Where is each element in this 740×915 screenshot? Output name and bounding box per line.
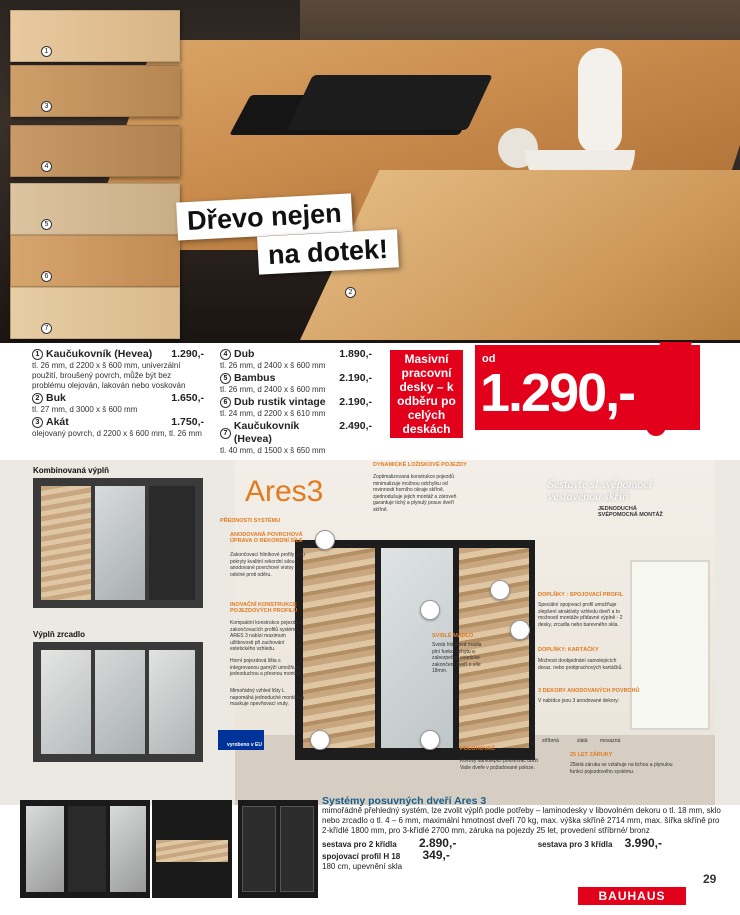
photo-label: Výplň zrcadlo bbox=[33, 630, 86, 639]
item-number: 5 bbox=[220, 373, 231, 384]
photo-zrcadlo bbox=[33, 630, 203, 762]
page-number: 29 bbox=[703, 872, 717, 886]
price-item bbox=[32, 416, 204, 439]
headline-line-1: Dřevo nejen bbox=[176, 193, 352, 240]
detail-bubble bbox=[490, 580, 510, 600]
wardrobe-thumb bbox=[238, 800, 318, 898]
door bbox=[41, 650, 91, 754]
big-price: 1.290,- bbox=[480, 363, 635, 423]
inov-title: INOVAČNÍ KONSTRUKCE POJEZDOVÝCH PROFILŮ bbox=[230, 602, 298, 614]
detail-bubble bbox=[420, 730, 440, 750]
price-list-col-1 bbox=[32, 348, 204, 440]
item-name: Buk bbox=[46, 392, 66, 404]
doplnky-text: Speciální spojovací profil umožňuje zlepšení atraktivity vzhledu dveří a to možností montáže přidavné výplně - 2 desky, zrcadla nebo barevného skla. bbox=[538, 602, 623, 628]
price-item bbox=[220, 372, 372, 395]
wardrobe-thumb bbox=[152, 800, 232, 898]
horni-text: Horní pojezdová lišta s integrovanou garnýží umožňuje jednoduchou a přesnou montáž. bbox=[230, 658, 302, 677]
dekor-label: zlatá bbox=[577, 738, 588, 744]
wood-sample-5 bbox=[10, 183, 180, 235]
door bbox=[149, 486, 195, 600]
vase bbox=[578, 48, 622, 153]
price-from-label: od bbox=[482, 353, 496, 365]
wood-sample-4 bbox=[10, 125, 180, 177]
item-desc: tl. 27 mm, d 3000 x š 600 mm bbox=[32, 405, 138, 414]
wardrobe-door bbox=[303, 548, 375, 748]
item-name: Dub bbox=[234, 348, 255, 360]
item-name: Kaučukovník (Hevea) bbox=[46, 348, 153, 360]
item-number: 6 bbox=[220, 397, 231, 408]
item-desc: tl. 26 mm, d 2200 x š 600 mm, univerzální použití, broušený povrch, může být bez problému olejován, lakován nebo voskován bbox=[32, 361, 186, 390]
item-desc: tl. 40 mm, d 1500 x š 650 mm bbox=[220, 446, 326, 455]
door bbox=[41, 486, 91, 600]
prednosti-title: PŘEDNOSTI SYSTÉMU bbox=[220, 518, 281, 524]
detail-bubble bbox=[420, 600, 440, 620]
dekory-text: V nabídce jsou 3 anodované dekory: bbox=[538, 698, 620, 704]
detail-bubble bbox=[315, 530, 335, 550]
set2-price: 2.890,- bbox=[418, 836, 457, 850]
set3-label: sestava pro 3 křídla bbox=[537, 840, 613, 849]
item-price: 1.890,- bbox=[339, 348, 372, 360]
polohovac-text: Kovový samolepicí polohovač udrží Vaše dveře v požadované poloze. bbox=[460, 758, 539, 771]
profil-label: spojovací profil H 18 bbox=[322, 852, 401, 861]
price-item bbox=[220, 420, 372, 456]
eu-flag-icon bbox=[218, 730, 264, 750]
item-name: Kaučukovník (Hevea) bbox=[233, 420, 300, 445]
detail-bubble bbox=[510, 620, 530, 640]
profil-price: 349,- bbox=[422, 848, 450, 862]
photo-kombinovana bbox=[33, 466, 203, 608]
item-desc: tl. 26 mm, d 2400 x š 600 mm bbox=[220, 385, 326, 394]
anod-title: ANODOVANÁ POVRCHOVÁ ÚPRAVA O REKORDNÍ SÍLE bbox=[230, 532, 303, 544]
madlo-text: Svislá hliníková madla plní funkci úchytu a zabezpečují estetické zakončení dveří o síle 18mm. bbox=[432, 642, 482, 674]
madlo-title: SVISLÉ MADLO bbox=[432, 633, 474, 639]
sample-number: 6 bbox=[41, 271, 52, 282]
dynam-text: Zoptimalizovaná konstrukce pojezdů minimalizuje možnou odchylku od rovinnosti horního okraje skříně, zjednodušuje jejich montáž a zároveň garantuje tichý a plynulý posuv dveří skříně. bbox=[373, 474, 457, 513]
item-price: 1.290,- bbox=[171, 348, 204, 360]
inov-text: Kompaktní konstrukce pojezdů a zakončovacích profilů systému ARES 3 nabízí maximum užitkovosti při zachování estetického vzhledu. bbox=[230, 620, 303, 652]
dekory-title: 3 DEKORY ANODOVANÝCH POVRCHŮ bbox=[538, 688, 640, 694]
item-number: 3 bbox=[32, 417, 43, 428]
item-number: 1 bbox=[32, 349, 43, 360]
set3-price: 3.990,- bbox=[624, 836, 662, 850]
sample-number: 7 bbox=[41, 323, 52, 334]
ares-title: Systémy posuvných dveří Ares 3 bbox=[322, 795, 487, 807]
detail-bubble bbox=[310, 730, 330, 750]
item-name: Bambus bbox=[234, 372, 276, 384]
headline-line-2: na dotek! bbox=[257, 229, 399, 274]
sample-number: 1 bbox=[41, 46, 52, 57]
hero-photo bbox=[0, 0, 740, 343]
montaz-label: JEDNODUCHÁ SVÉPOMOCNÁ MONTÁŽ bbox=[598, 506, 663, 518]
mimo-text: Mimořádný vzhled lišty L napomáhá jednoduché montáži a maskuje opevňovací vruty. bbox=[230, 688, 304, 707]
item-number: 7 bbox=[220, 428, 231, 439]
wood-sample-1 bbox=[10, 10, 180, 62]
ares-logo: Ares3 bbox=[245, 475, 324, 508]
item-name: Akát bbox=[46, 416, 69, 428]
price-item bbox=[220, 396, 372, 419]
item-price: 2.190,- bbox=[339, 372, 372, 384]
wardrobe-thumb bbox=[20, 800, 150, 898]
price-item bbox=[220, 348, 372, 371]
item-price: 1.650,- bbox=[171, 392, 204, 404]
sample-number: 5 bbox=[41, 219, 52, 230]
item-number: 4 bbox=[220, 349, 231, 360]
door bbox=[95, 650, 145, 754]
kartacky-title: DOPLŇKY: KARTÁČKY bbox=[538, 647, 599, 653]
zaruka-title: 25 LET ZÁRUKY bbox=[570, 752, 613, 758]
sink bbox=[287, 75, 493, 130]
dekor-label: stříbrná bbox=[542, 738, 559, 744]
zaruka-text: 25letá záruka se vztahuje na tichou a plynulou funkci pojezdového systému. bbox=[570, 762, 673, 775]
wood-sample-7 bbox=[10, 287, 180, 339]
window bbox=[630, 560, 710, 730]
dekor-label: mosazná bbox=[600, 738, 621, 744]
anod-text: Zakončovací hliníkové profily jsou pokryty kvalitní rekordní silou anodované povrchové vrstvy odolné proti oděru. bbox=[230, 552, 305, 578]
bauhaus-logo: BAUHAUS bbox=[578, 887, 686, 905]
photo-label: Kombinovaná výplň bbox=[33, 466, 110, 475]
board-number-2: 2 bbox=[345, 287, 356, 298]
kartacky-text: Možnost doobjednání samolepicích doraz. nebo protiprachových kartáčků. bbox=[538, 658, 623, 671]
ares-desc: mimořádně přehledný systém, lze zvolit výplň podle potřeby – laminodesky v libovolném dekoru o tl. 18 mm, sklo nebo zrcadlo o tl. 4 – 6 mm, maximální hmotnost dveří 70 kg, max. výška skříně 2714 mm, max. šířka skříně pro 2-křídlé 1800 mm, pro 3-křídlé 2700 mm, záruka na pojezdy 25 let, provedení stříbrné/ bronz bbox=[322, 806, 721, 835]
set2-label: sestava pro 2 křídla bbox=[322, 840, 397, 849]
door bbox=[95, 486, 145, 600]
ares-product-info bbox=[322, 796, 722, 872]
wood-sample-3 bbox=[10, 65, 180, 117]
sample-number: 3 bbox=[41, 101, 52, 112]
doplnky-title: DOPLŇKY : SPOJOVACÍ PROFIL bbox=[538, 592, 624, 598]
profil-desc: 180 cm, upevnění skla bbox=[322, 862, 403, 871]
promo-red-box: Masivní pracovní desky – k odběru po celých deskách bbox=[390, 350, 463, 438]
dynam-title: DYNAMICKÉ LOŽISKOVÉ POJEZDY bbox=[373, 462, 467, 468]
item-price: 2.190,- bbox=[339, 396, 372, 408]
exclamation-icon bbox=[640, 340, 692, 440]
price-list-col-2 bbox=[220, 348, 372, 457]
item-number: 2 bbox=[32, 393, 43, 404]
item-price: 1.750,- bbox=[171, 416, 204, 428]
item-desc: tl. 26 mm, d 2400 x š 600 mm bbox=[220, 361, 326, 370]
item-name: Dub rustik vintage bbox=[234, 396, 326, 408]
polohovac-title: POLOHOVAČ bbox=[460, 746, 496, 752]
item-desc: olejovaný povrch, d 2200 x š 600 mm, tl. 26 mm bbox=[32, 429, 202, 438]
door bbox=[149, 650, 195, 754]
wood-sample-6 bbox=[10, 235, 180, 287]
item-desc: tl. 24 mm, d 2200 x š 610 mm bbox=[220, 409, 326, 418]
sestavte-text: Sestavte si svépomocí vestavěnou skříň bbox=[548, 477, 652, 503]
wardrobe-photo bbox=[295, 540, 535, 760]
price-item bbox=[32, 392, 204, 415]
vyrobeno-label: vyrobeno v EU bbox=[226, 742, 262, 748]
item-price: 2.490,- bbox=[339, 420, 372, 432]
price-item bbox=[32, 348, 204, 391]
sample-number: 4 bbox=[41, 161, 52, 172]
